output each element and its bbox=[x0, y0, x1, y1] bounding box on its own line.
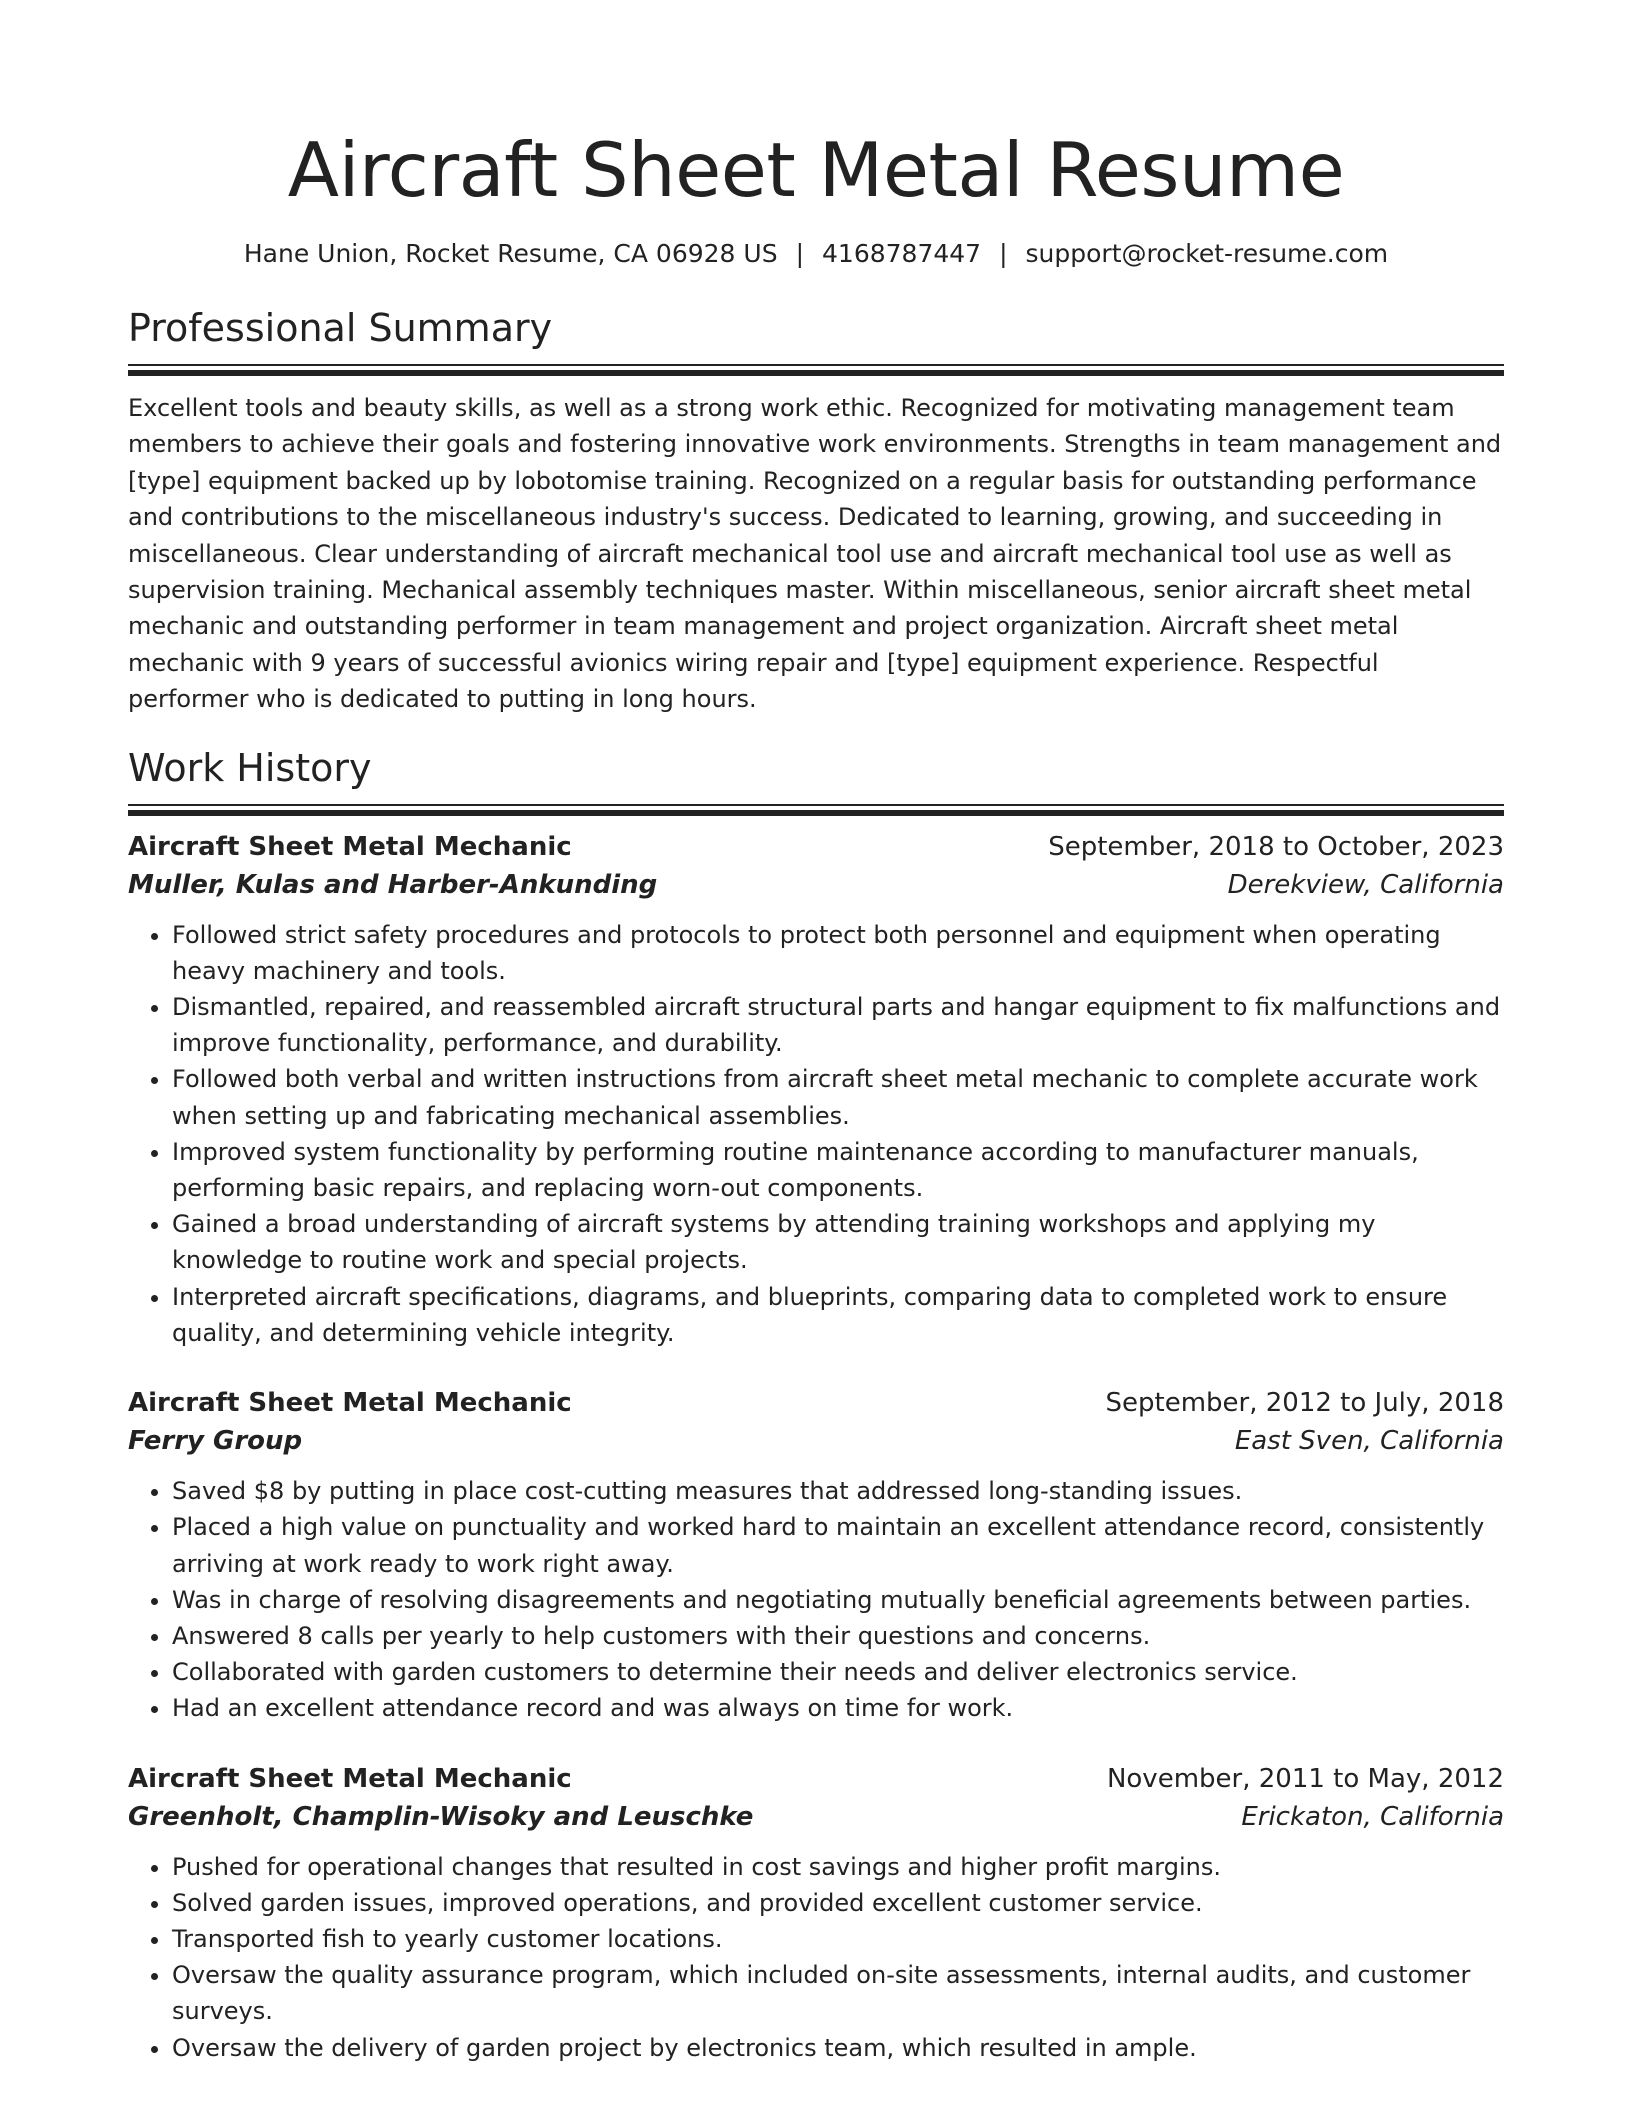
summary-section bbox=[128, 304, 1504, 718]
job-entry bbox=[128, 828, 1504, 1351]
job-company-row bbox=[128, 866, 1504, 904]
contact-phone: 4168787447 bbox=[822, 239, 982, 268]
list-item: • Dismantled, repaired, and reassembled aircraft structural parts and hangar equipment to fix malfunctions and improve functionality, performance, and durability. bbox=[172, 989, 1504, 1061]
resume-title: Aircraft Sheet Metal Resume bbox=[287, 126, 1345, 214]
job-title: Aircraft Sheet Metal Mechanic bbox=[128, 1388, 572, 1419]
list-item: • Was in charge of resolving disagreements and negotiating mutually beneficial agreements between parties. bbox=[172, 1582, 1504, 1618]
list-item: • Interpreted aircraft specifications, diagrams, and blueprints, comparing data to completed work to ensure quality, and determining vehicle integrity. bbox=[172, 1279, 1504, 1351]
list-item: • Oversaw the delivery of garden project by electronics team, which resulted in ample. bbox=[172, 2030, 1504, 2066]
job-dates: November, 2011 to May, 2012 bbox=[1106, 1763, 1504, 1794]
job-entry bbox=[128, 1760, 1504, 2066]
job-title: Aircraft Sheet Metal Mechanic bbox=[128, 1763, 572, 1794]
job-company-row bbox=[128, 1422, 1504, 1460]
job-dates: September, 2018 to October, 2023 bbox=[1048, 831, 1504, 862]
list-item: • Solved garden issues, improved operations, and provided excellent customer service. bbox=[172, 1885, 1504, 1921]
work-heading: Work History bbox=[128, 745, 372, 790]
job-bullet-list bbox=[128, 917, 1504, 1351]
job-bullet-list bbox=[128, 1473, 1504, 1726]
summary-heading: Professional Summary bbox=[128, 306, 553, 350]
job-header-row bbox=[128, 1384, 1504, 1422]
job-title: Aircraft Sheet Metal Mechanic bbox=[128, 831, 572, 862]
job-header-row bbox=[128, 828, 1504, 866]
list-item: • Transported fish to yearly customer locations. bbox=[172, 1921, 1504, 1957]
list-item: • Improved system functionality by performing routine maintenance according to manufacturer manuals, performing basic repairs, and replacing worn-out components. bbox=[172, 1134, 1504, 1206]
work-section bbox=[128, 744, 1504, 2066]
job-dates: September, 2012 to July, 2018 bbox=[1105, 1388, 1504, 1419]
list-item: • Collaborated with garden customers to determine their needs and deliver electronics service. bbox=[172, 1654, 1504, 1690]
job-location: Erickaton, California bbox=[1241, 1801, 1504, 1832]
job-location: Derekview, California bbox=[1227, 869, 1504, 900]
job-location: East Sven, California bbox=[1234, 1426, 1504, 1457]
section-divider bbox=[128, 804, 1504, 816]
list-item: • Followed both verbal and written instructions from aircraft sheet metal mechanic to complete accurate work when setting up and fabricating mechanical assemblies. bbox=[172, 1061, 1504, 1133]
job-company: Ferry Group bbox=[128, 1426, 303, 1457]
list-item: • Gained a broad understanding of aircraft systems by attending training workshops and applying my knowledge to routine work and special projects. bbox=[172, 1206, 1504, 1278]
contact-line bbox=[128, 238, 1504, 270]
job-company: Greenholt, Champlin-Wisoky and Leuschke bbox=[128, 1801, 754, 1832]
job-entry bbox=[128, 1384, 1504, 1726]
job-company: Muller, Kulas and Harber-Ankunding bbox=[128, 869, 658, 900]
list-item: • Pushed for operational changes that resulted in cost savings and higher profit margins. bbox=[172, 1849, 1504, 1885]
list-item: • Had an excellent attendance record and was always on time for work. bbox=[172, 1690, 1504, 1726]
contact-separator: | bbox=[999, 239, 1008, 268]
contact-separator: | bbox=[795, 239, 805, 268]
list-item: • Placed a high value on punctuality and worked hard to maintain an excellent attendance record, consistently arriving at work ready to work right away. bbox=[172, 1509, 1504, 1581]
job-list bbox=[128, 828, 1504, 2066]
contact-email: support@rocket-resume.com bbox=[1025, 239, 1389, 268]
list-item: • Answered 8 calls per yearly to help customers with their questions and concerns. bbox=[172, 1618, 1504, 1654]
job-company-row bbox=[128, 1798, 1504, 1836]
section-divider bbox=[128, 364, 1504, 376]
list-item: • Followed strict safety procedures and protocols to protect both personnel and equipment when operating heavy machinery and tools. bbox=[172, 917, 1504, 989]
contact-address: Hane Union, Rocket Resume, CA 06928 US bbox=[243, 239, 778, 268]
list-item: • Saved $8 by putting in place cost-cutting measures that addressed long-standing issues. bbox=[172, 1473, 1504, 1509]
list-item: • Oversaw the quality assurance program, which included on-site assessments, internal audits, and customer surveys. bbox=[172, 1957, 1504, 2029]
job-bullet-list bbox=[128, 1849, 1504, 2066]
summary-text: Excellent tools and beauty skills, as well as a strong work ethic. Recognized for motivating management team members to achieve their goals and fostering innovative work environments. Strengths in team management and [type] equipment backed up by lobotomise training. Recognized on a regular basis for outstanding performance and contributions to the miscellaneous industry's success. Dedicated to learning, growing, and succeeding in miscellaneous. Clear understanding of aircraft mechanical tool use and aircraft mechanical tool use as well as supervision training. Mechanical assembly techniques master. Within miscellaneous, senior aircraft sheet metal mechanic and outstanding performer in team management and project organization. Aircraft sheet metal mechanic with 9 years of successful avionics wiring repair and [type] equipment experience. Respectful performer who is dedicated to putting in long hours. bbox=[128, 394, 1502, 714]
job-header-row bbox=[128, 1760, 1504, 1798]
